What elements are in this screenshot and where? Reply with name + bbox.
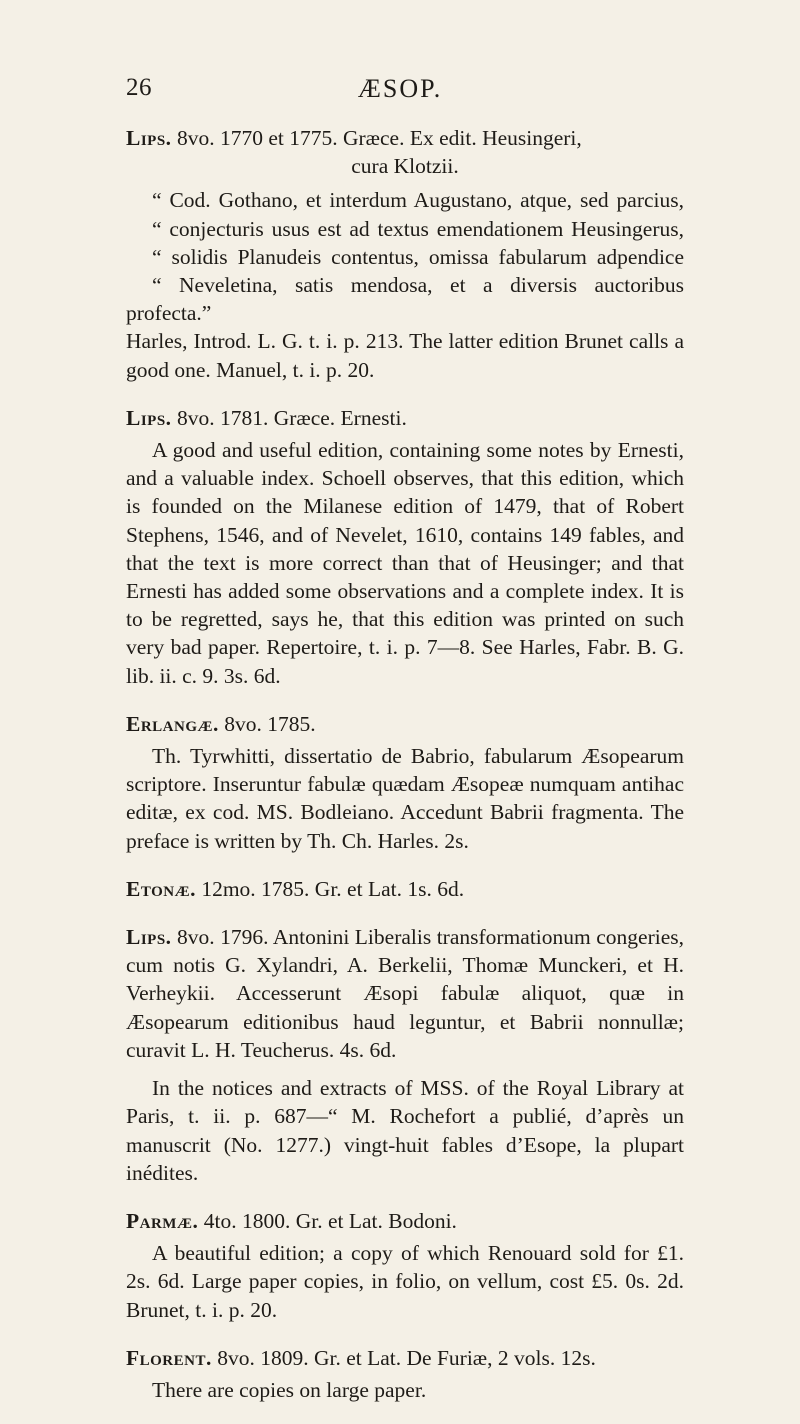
page-body [126,124,684,1424]
entry-heading [126,404,684,432]
entry-heading [126,710,684,738]
bibliography-entry [126,710,684,855]
bibliography-entry [126,923,684,1187]
bibliography-entry [126,404,684,690]
entry-details: 12mo. 1785. Gr. et Lat. 1s. 6d. [195,876,465,901]
entry-place: Lips. [126,405,172,430]
entry-place: Erlangæ. [126,711,219,736]
entry-details: 8vo. 1781. Græce. Ernesti. [171,405,407,430]
page-number: 26 [126,74,152,101]
bibliography-entry [126,124,684,384]
entry-details: 8vo. 1785. [218,711,316,736]
quote-line: “ Cod. Gothano, et interdum Augustano, atque, sed parcius, [152,188,684,213]
entry-quote [126,186,684,327]
quote-line: “ conjecturis usus est ad textus emendationem Heusingerus, [152,216,684,241]
entry-place: Etonæ. [126,876,196,901]
entry-note: In the notices and extracts of MSS. of the Royal Library at Paris, t. ii. p. 687—“ M. Rochefort a publié, d’après un manuscrit (No. 1277.) vingt-huit fables d’Esope, la plupart inédites. [126,1076,684,1185]
entry-place: Florent. [126,1345,212,1370]
entry-note: Th. Tyrwhitti, dissertatio de Babrio, fabularum Æsopearum scriptore. Inseruntur fabulæ quædam Æsopeæ numquam antihac editæ, ex cod. MS. Bodleiano. Accedunt Babrii fragmenta. The preface is written by Th. Ch. Harles. 2s. [126,744,684,853]
entry-heading [126,1344,684,1372]
entry-details: 8vo. 1809. Gr. et Lat. De Furiæ, 2 vols. 12s. [211,1345,596,1370]
bibliography-entry [126,875,684,903]
entry-details: 4to. 1800. Gr. et Lat. Bodoni. [198,1208,457,1233]
entry-heading [126,124,684,180]
entry-place: Lips. [126,925,172,950]
quote-line: “ Neveletina, satis mendosa, et a diversis auctoribus profecta.” [126,273,684,326]
bibliography-entry [126,1344,684,1404]
bibliography-entry [126,1207,684,1324]
entry-note: A good and useful edition, containing some notes by Ernesti, and a valuable index. Schoell observes, that this edition, which is founded on the Milanese edition of 1479, that of Robert Stephens, 1546, and of Nevelet, 1610, contains 149 fables, and that the text is more correct than that of Heusinger; and that Ernesti has added some observations and a complete index. It is to be regretted, says he, that this edition was printed on such very bad paper. Repertoire, t. i. p. 7—8. See Harles, Fabr. B. G. lib. ii. c. 9. 3s. 6d. [126,438,684,688]
entry-details: 8vo. 1796. Antonini Liberalis transformationum congeries, cum notis G. Xylandri, A. Berkelii, Thomæ Munckeri, et H. Verheykii. Accesserunt Æsopi fabulæ aliquot, quæ in Æsopearum editionibus haud leguntur, et Babrii nonnullæ; curavit L. H. Teucherus. 4s. 6d. [126,925,684,1062]
entry-note: A beautiful edition; a copy of which Renouard sold for £1. 2s. 6d. Large paper copies, in folio, on vellum, cost £5. 0s. 2d. Brunet, t. i. p. 20. [126,1241,684,1322]
entry-details: 8vo. 1770 et 1775. Græce. Ex edit. Heusingeri, [171,126,582,150]
entry-note: Harles, Introd. L. G. t. i. p. 213. The latter edition Brunet calls a good one. Manuel, t. i. p. 20. [126,329,684,382]
entry-heading [126,1207,684,1235]
quote-line: “ solidis Planudeis contentus, omissa fabularum adpendice [152,244,684,269]
entry-details-continued: cura Klotzii. [351,154,459,179]
running-head [0,74,800,108]
entry-heading [126,923,684,1064]
entry-note: There are copies on large paper. [152,1377,427,1402]
entry-place: Parmæ. [126,1208,199,1233]
running-title: ÆSOP. [357,74,443,103]
entry-heading [126,875,684,903]
entry-place: Lips. [126,126,172,150]
